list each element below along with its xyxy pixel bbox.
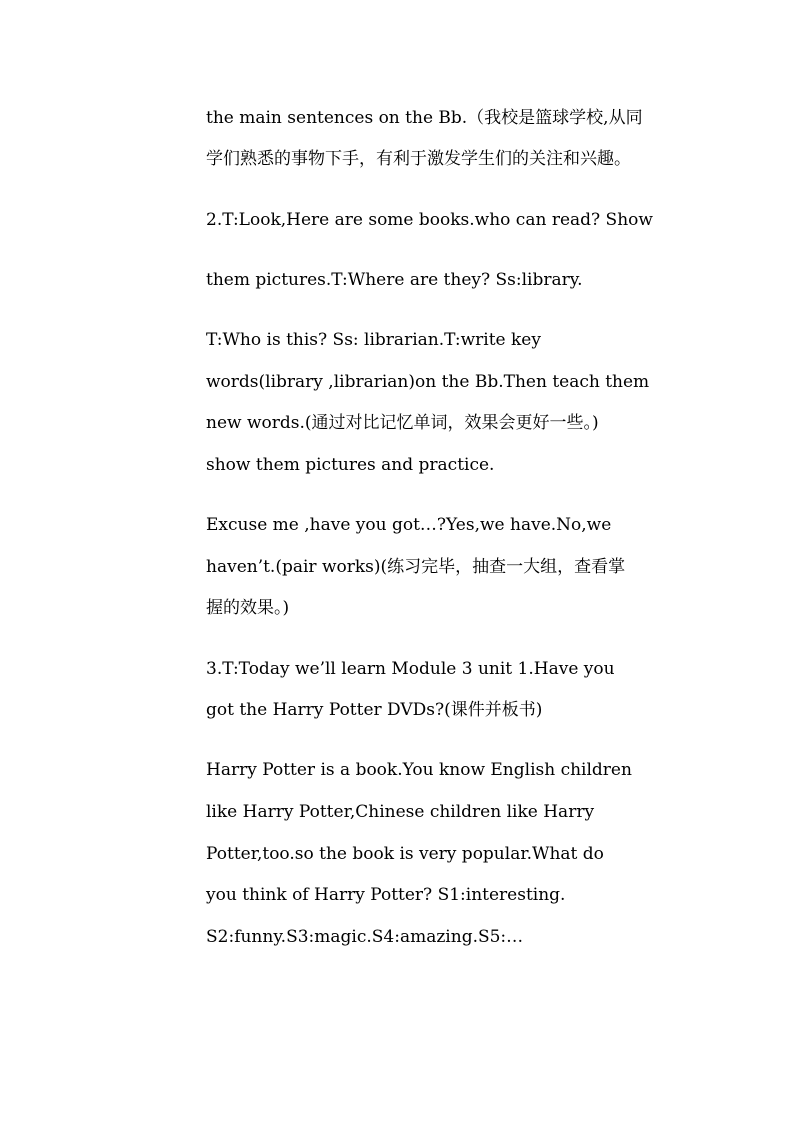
text-line: show them pictures and practice. xyxy=(206,455,495,475)
text-line: got the Harry Potter DVDs?(课件并板书) xyxy=(206,700,543,720)
text-line: 握的效果。) xyxy=(206,598,290,618)
text-line: like Harry Potter,Chinese children like Harry xyxy=(206,802,595,822)
text-line: 2.T:Look,Here are some books.who can read? Show xyxy=(206,210,653,230)
text-line: them pictures.T:Where are they? Ss:library. xyxy=(206,270,583,290)
text-line: words(library ,librarian)on the Bb.Then teach them xyxy=(206,372,650,392)
text-line: Excuse me ,have you got…?Yes,we have.No,we xyxy=(206,515,612,535)
text-line: you think of Harry Potter? S1:interesting. xyxy=(206,885,566,905)
text-line: Harry Potter is a book.You know English children xyxy=(206,760,632,780)
text-line: S2:funny.S3:magic.S4:amazing.S5:… xyxy=(206,927,524,947)
text-line: T:Who is this? Ss: librarian.T:write key xyxy=(206,330,541,350)
text-line: 学们熟悉的事物下手，有利于激发学生们的关注和兴趣。 xyxy=(206,149,631,169)
text-line: 3.T:Today we’ll learn Module 3 unit 1.Have you xyxy=(206,659,615,679)
text-line: haven’t.(pair works)(练习完毕，抽查一大组，查看掌 xyxy=(206,557,626,577)
text-line: the main sentences on the Bb.（我校是篮球学校,从同 xyxy=(206,108,643,128)
text-line: Potter,too.so the book is very popular.What do xyxy=(206,844,604,864)
text-line: new words.(通过对比记忆单词，效果会更好一些。) xyxy=(206,413,599,433)
